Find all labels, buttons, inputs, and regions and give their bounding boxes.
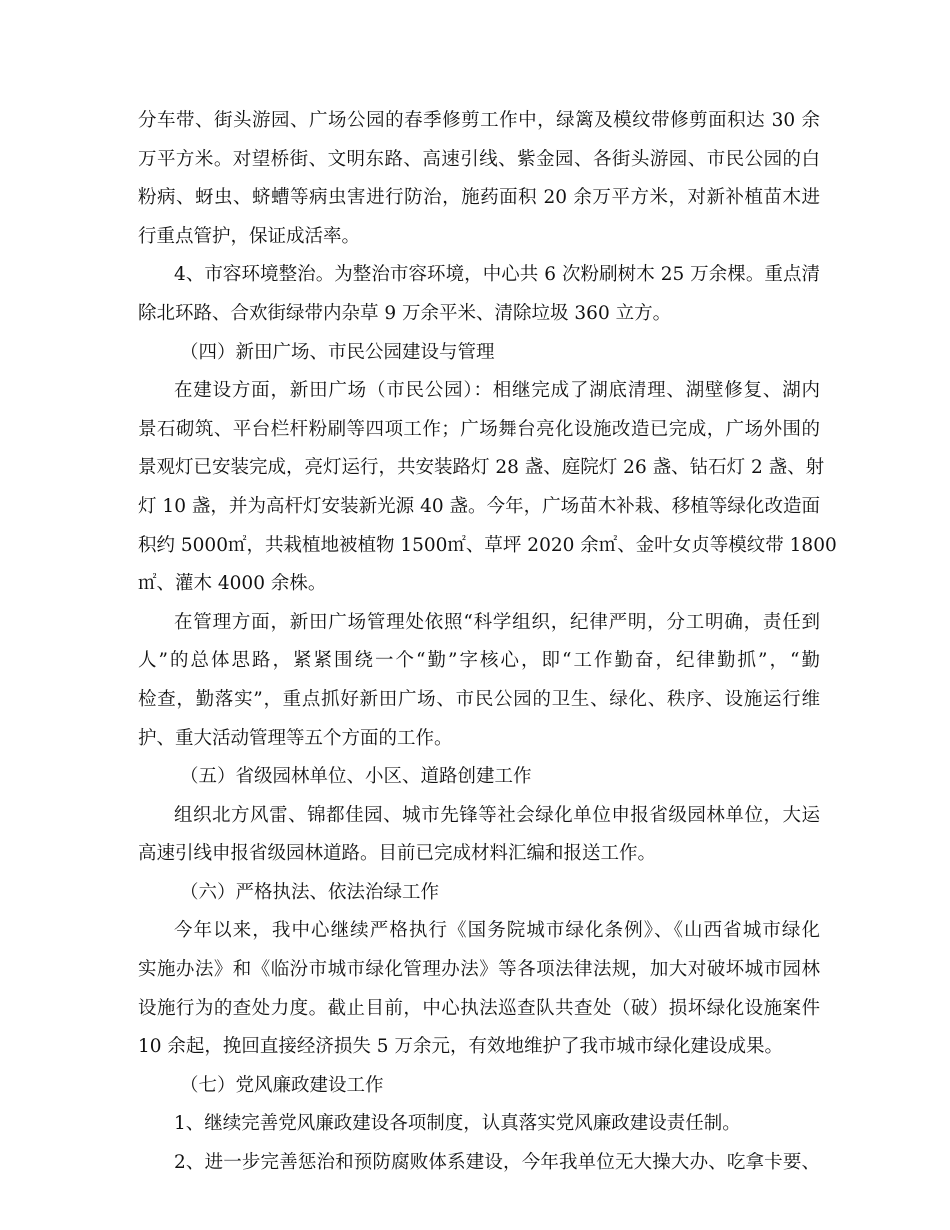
section-heading: （五）省级园林单位、小区、道路创建工作 xyxy=(180,766,532,788)
text-line: 万平方米。对望桥街、文明东路、高速引线、紫金园、各街头游园、市民公园的白 xyxy=(138,148,820,170)
text-line: 分车带、街头游园、广场公园的春季修剪工作中，绿篱及模纹带修剪面积达 30 余 xyxy=(138,110,820,131)
text-line: ㎡、灌木 4000 余株。 xyxy=(138,573,327,595)
section-heading: （四）新田广场、市民公园建设与管理 xyxy=(180,341,495,363)
document-body xyxy=(138,102,837,1183)
text-line: 在建设方面，新田广场（市民公园）：相继完成了湖底清理、湖壁修复、湖内 xyxy=(174,380,820,402)
text-line: 检查，勤落实”，重点抓好新田广场、市民公园的卫生、绿化、秩序、设施运行维 xyxy=(138,688,820,710)
text-line: 除北环路、合欢街绿带内杂草 9 万余平米、清除垃圾 360 立方。 xyxy=(138,302,672,324)
text-line: 2、进一步完善惩治和预防腐败体系建设，今年我单位无大操大办、吃拿卡要、 xyxy=(174,1152,820,1174)
text-line: 设施行为的查处力度。截止目前，中心执法巡查队共查处（破）损坏绿化设施案件 xyxy=(138,997,820,1019)
text-line: 组织北方风雷、锦都佳园、城市先锋等社会绿化单位申报省级园林单位，大运 xyxy=(174,804,820,826)
text-line: 实施办法》和《临汾市城市绿化管理办法》等各项法律法规，加大对破坏城市园林 xyxy=(138,959,820,981)
text-line: 1、继续完善党风廉政建设各项制度，认真落实党风廉政建设责任制。 xyxy=(174,1113,741,1135)
text-line: 景石砌筑、平台栏杆粉刷等四项工作；广场舞台亮化设施改造已完成，广场外围的 xyxy=(138,418,820,440)
text-line: 10 余起，挽回直接经济损失 5 万余元，有效地维护了我市城市绿化建设成果。 xyxy=(138,1036,783,1058)
text-line: 粉病、蚜虫、蛴螬等病虫害进行防治，施药面积 20 余万平方米，对新补植苗木进 xyxy=(138,187,820,209)
section-heading: （六）严格执法、依法治绿工作 xyxy=(180,881,440,903)
text-line: 积约 5000㎡，共栽植地被植物 1500㎡、草坪 2020 余㎡、金叶女贞等模纹带 1800 xyxy=(138,534,837,556)
text-line: 高速引线申报省级园林道路。目前已完成材料汇编和报送工作。 xyxy=(138,843,657,865)
text-line: 灯 10 盏，并为高杆灯安装新光源 40 盏。今年，广场苗木补栽、移植等绿化改造面 xyxy=(138,495,820,517)
text-line: 人”的总体思路，紧紧围绕一个“勤”字核心，即“工作勤奋，纪律勤抓”，“勤 xyxy=(138,650,820,672)
text-line: 护、重大活动管理等五个方面的工作。 xyxy=(138,727,453,749)
text-line: 行重点管护，保证成活率。 xyxy=(138,225,361,247)
text-line: 在管理方面，新田广场管理处依照“科学组织，纪律严明，分工明确，责任到 xyxy=(174,611,820,633)
text-line: 今年以来，我中心继续严格执行《国务院城市绿化条例》、《山西省城市绿化 xyxy=(174,920,820,942)
text-line: 景观灯已安装完成，亮灯运行，共安装路灯 28 盏、庭院灯 26 盏、钻石灯 2 盏、射 xyxy=(138,457,825,479)
text-line: 4、市容环境整治。为整治市容环境，中心共 6 次粉刷树木 25 万余棵。重点清 xyxy=(174,264,820,286)
section-heading: （七）党风廉政建设工作 xyxy=(180,1074,384,1096)
